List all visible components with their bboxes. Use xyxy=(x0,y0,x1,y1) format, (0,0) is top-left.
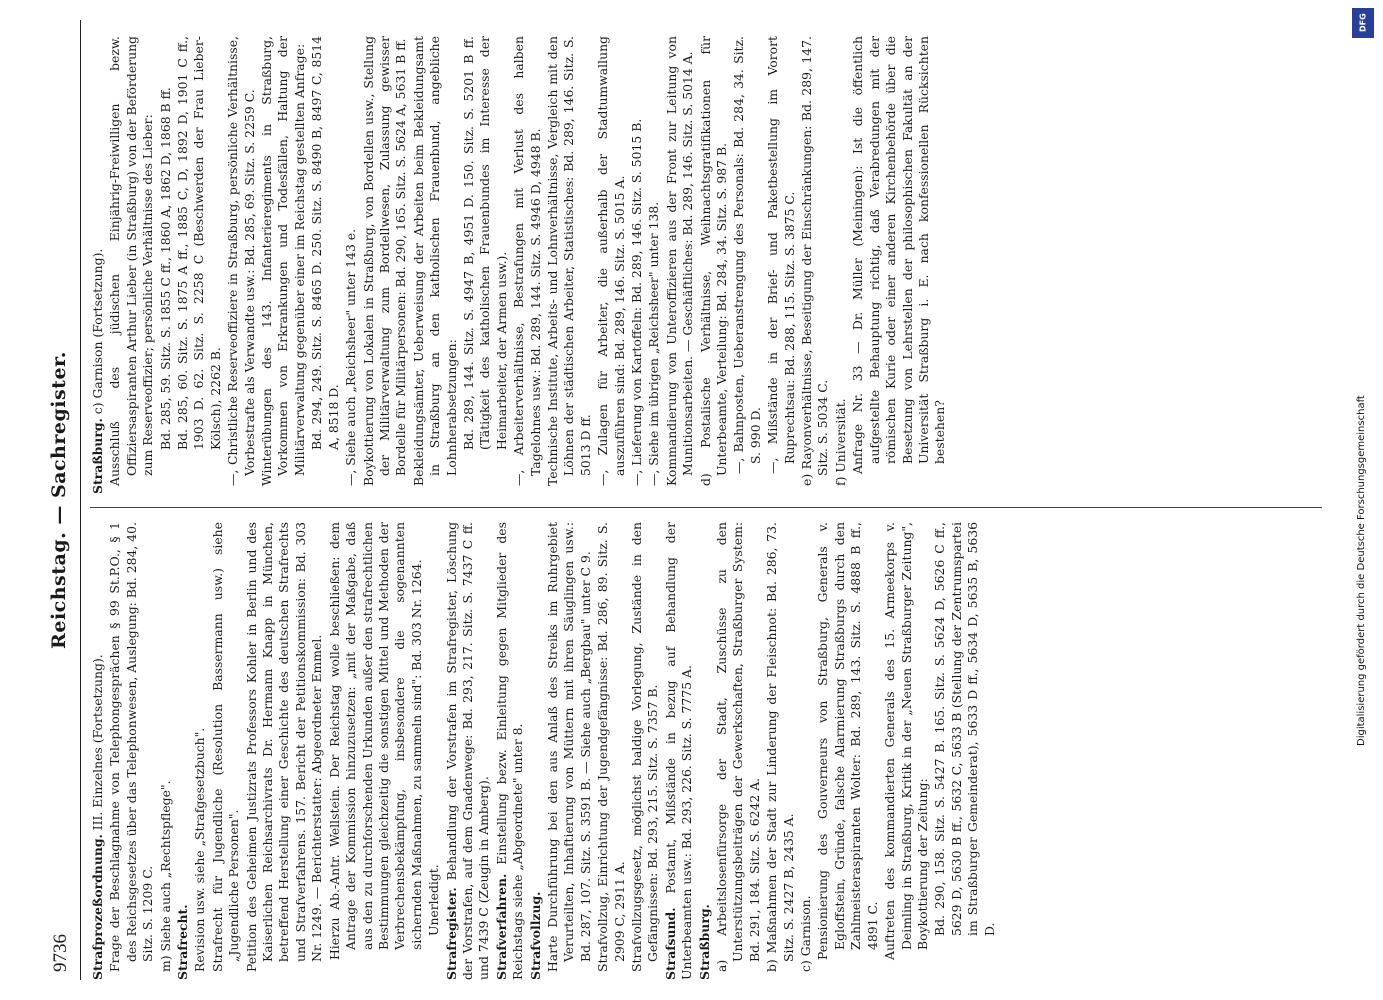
entry-text: Kommandierung von Unteroffizieren aus der Front zur Leitung von Munitionsarbeiten. — Geschäftliches: Bd. 289, 146. Sitz. S. 5014 A. xyxy=(663,36,696,486)
index-entry xyxy=(361,36,410,494)
index-entry xyxy=(175,522,191,980)
column-divider xyxy=(90,507,1322,508)
index-entry xyxy=(411,36,460,494)
index-entry xyxy=(629,522,662,980)
entry-text: Unerledigt. xyxy=(426,864,442,936)
entry-text: Strafvollzugsgesetz, möglichst baldige Vorlegung, Zustände in den Gefängnissen: Bd. 293, 215. Sitz. S. 7357 B. xyxy=(629,522,661,972)
entry-text: a) Arbeitslosenfürsorge der Stadt, Zuschüsse zu den Unterstützungsbeiträgen der Gewerkschaften, Straßburger System: Bd. 291, 184. Sitz. S. 6242 A. xyxy=(714,522,762,972)
entry-text: —, Christliche Reserveoffiziere in Straßburg, persönliche Verhältnisse, Vorbestrafte als Verwandte usw.: Bd. 285, 69. Sitz. S. 2259 C. xyxy=(225,36,257,486)
index-entry xyxy=(765,36,798,494)
entry-text: m) Siehe auch „Rechtspflege". xyxy=(157,780,173,972)
entry-text: Pensionierung des Gouverneurs von Straßburg, Generals v. Egloffstein, Gründe, falsche Alarmierung Straßburgs durch den Zahlmeisteraspiranten Wolter: Bd. 289, 143. Sitz. S. 4888 B ff., 4891 C. xyxy=(815,522,880,960)
entry-text: —, Mißstände in der Brief- und Paketbestellung im Vorort Ruprechtsau: Bd. 288, 115. Sitz. S. 3875 C. xyxy=(765,36,797,474)
index-entry xyxy=(192,522,208,980)
index-entry xyxy=(343,36,359,494)
index-entry xyxy=(714,522,763,980)
entry-text: c) Garnison (Fortsetzung). xyxy=(90,248,105,419)
index-entry xyxy=(815,522,881,980)
entry-keyword: Strafsund. xyxy=(662,907,678,980)
index-entry xyxy=(697,522,713,980)
index-entry xyxy=(259,36,308,494)
entry-text: d) Postalische Verhältnisse, Weihnachtsgratifikationen für Unterbeamte, Verteilung: Bd. 284, 34. Sitz. S. 987 B. xyxy=(697,36,730,486)
index-entry xyxy=(545,522,594,980)
index-entry xyxy=(225,36,258,494)
index-entry xyxy=(90,36,106,494)
index-entry xyxy=(932,522,998,980)
index-entry xyxy=(107,522,156,980)
entry-text: Frage der Beschlagnahme von Telephongesprächen § 99 St.P.O., § 1 des Reichsgesetzes über das Telephonwesen, Auslegung: Bd. 284, 40. Sitz. S. 1209 C. xyxy=(107,522,156,972)
entry-keyword: Strafrecht. xyxy=(175,904,191,980)
index-entry xyxy=(175,36,224,494)
index-entry xyxy=(798,522,814,980)
entry-text: —, Siehe im übrigen „Reichsheer" unter 138. xyxy=(646,201,662,486)
entry-text: c) Garnison. xyxy=(798,895,814,972)
entry-text: Anfrage Nr. 33 — Dr. Müller (Meiningen): Ist die öffentlich aufgestellte Behauptung richtig, daß Verabredungen mit der römischen Kurie oder einer anderen Kirchenbehörde über die Besetzung von Lehrstellen der philosophischen Fakultät an der Universität Straßburg i. E. nach konfessionellen Rücksichten bestehen? xyxy=(850,36,948,474)
index-entry xyxy=(158,522,174,980)
dfg-logo: DFG xyxy=(1352,8,1374,38)
entry-text: Bd. 294, 249. Sitz. S. 8465 D. 250. Sitz. S. 8490 B, 8497 C, 8514 A, 8518 D. xyxy=(309,36,341,450)
index-entry xyxy=(882,522,931,980)
entry-keyword: Straßburg. xyxy=(90,418,105,494)
entry-keyword: Straßburg. xyxy=(696,904,712,980)
index-entry xyxy=(629,36,645,494)
page-number: 9736 xyxy=(50,934,71,972)
index-entry xyxy=(210,522,243,980)
entry-text: Bd. 285, 59. Sitz. S. 1855 C ff., 1860 A, 1862 D, 1868 B ff. xyxy=(157,87,173,450)
page-header xyxy=(40,20,84,980)
entry-text: b) Maßnahmen der Stadt zur Linderung der Fleischnot: Bd. 286, 73. Sitz. S. 2427 B, 2435 A. xyxy=(764,522,796,972)
entry-text: —, Lieferung von Kartoffeln: Bd. 289, 146. Sitz. S. 5015 B. xyxy=(629,118,644,486)
entry-text: —, Bahnposten, Ueberanstrengung des Personals: Bd. 284, 34. Sitz. S. 990 D. xyxy=(731,36,763,474)
index-entry xyxy=(107,36,156,494)
index-entry xyxy=(244,522,326,980)
entry-text: Boykottierung von Lokalen in Straßburg, von Bordellen usw., Stellung der Militärverwaltung zum Bordellwesen, Zulassung gewisser Bordelle für Militärpersonen: Bd. 290, 165. Sitz. S. 5624 A, 5631 B ff. xyxy=(360,36,409,486)
entry-text: Postamt, Mißstände in bezug auf Behandlung der Unterbeamten usw.: Bd. 293, 226. Sitz. S. 7775 A. xyxy=(662,522,695,980)
index-entry xyxy=(646,36,662,494)
index-entry xyxy=(511,36,544,494)
index-entry xyxy=(545,36,594,494)
entry-text: Einstellung bezw. Einleitung gegen Mitglieder des Reichstags siehe „Abgeordnete" unter 8. xyxy=(493,522,526,980)
index-entry xyxy=(444,522,493,980)
left-column xyxy=(90,522,999,980)
entry-text: Harte Durchführung bei den aus Anlaß des Streiks im Ruhrgebiet Verurteilten, Inhaftierung von Müttern mit ihren Säuglingen usw.: Bd. 287, 107. Sitz. S. 3591 B. — Siehe auch „Bergbau" unter C 9. xyxy=(544,522,593,972)
entry-text: —, Siehe auch „Reichsheer" unter 143 e. xyxy=(343,228,359,486)
entry-text: Hierzu Ab.-Antr. Wellstein. Der Reichstag wolle beschließen: dem Antrage der Kommission hinzuzusetzen: „mit der Maßgabe, daß aus den zu durchforschenden Urkunden außer den strafrechtlichen Bestimmungen gleichzeitig die sonstigen Mittel und Methoden der Verbrechensbekämpfung, insbesondere die sogenannten sichernden Maßnahmen, zu sammeln sind": Bd. 303 Nr. 1264. xyxy=(326,522,424,960)
entry-text: Bd. 285, 60. Sitz. S. 1875 A ff., 1885 C, D, 1892 D, 1901 C ff., 1903 D. 62. Sitz. S. 2258 C (Beschwerden der Frau Lieber-Kölsch), 2262 B. xyxy=(175,36,223,450)
entry-text: e) Rayonverhältnisse, Beseitigung der Einschränkungen: Bd. 289, 147. Sitz. S. 5034 C. xyxy=(799,36,831,486)
index-entry xyxy=(595,36,628,494)
index-entry xyxy=(664,36,697,494)
index-entry xyxy=(158,36,174,494)
index-entry xyxy=(698,36,731,494)
entry-text: —, Zulagen für Arbeiter, die außerhalb der Stadtumwallung auszuführen sind: Bd. 289, 146. Sitz. S. 5015 A. xyxy=(595,36,627,486)
entry-text: Ausschluß des jüdischen Einjährig-Freiwilligen bezw. Offiziersaspiranten Arthur Lieber (in Straßburg) von der Beförderung zum Reserveoffizier; persönliche Verhältnisse des Lieber: xyxy=(107,36,156,486)
entry-text: Bekleidungsämter, Ueberweisung der Arbeiten beim Bekleidungsamt in Straßburg an den katholischen Frauenbund, angebliche Lohnherabsetzungen: xyxy=(410,36,459,486)
entry-keyword: Strafvollzug. xyxy=(527,891,543,980)
entry-keyword: Strafverfahren. xyxy=(493,873,509,980)
entry-keyword: Strafprozeßordnung. xyxy=(90,834,105,980)
index-entry xyxy=(731,36,764,494)
index-entry xyxy=(494,522,527,980)
index-entry xyxy=(764,522,797,980)
index-entry xyxy=(90,522,106,980)
index-entry xyxy=(799,36,832,494)
index-entry xyxy=(327,522,425,980)
index-entry xyxy=(528,522,544,980)
index-entry xyxy=(595,522,628,980)
index-entry xyxy=(426,522,442,980)
digitization-credit: Digitalisierung gefördert durch die Deutsche Forschungsgemeinschaft xyxy=(1356,395,1367,746)
rotated-page xyxy=(40,20,1330,980)
entry-text: Auftreten des kommandierten Generals des 15. Armeekorps v. Deimling in Straßburg, Kritik in der „Neuen Straßburger Zeitung", Boykottierung der Zeitung: xyxy=(882,522,930,960)
entry-text: Technische Institute, Arbeits- und Lohnverhältnisse, Vergleich mit den Löhnen der städtischen Arbeiter, Statistisches: Bd. 289, 146. Sitz. S. 5013 D ff. xyxy=(544,36,593,486)
index-entry xyxy=(833,36,849,494)
index-entry xyxy=(309,36,342,494)
index-entry xyxy=(663,522,696,980)
entry-text: Strafvollzug, Einrichtung der Jugendgefängnisse: Bd. 286, 89. Sitz. S. 2909 C, 2911 A. xyxy=(595,522,627,972)
entry-text: Behandlung der Vorstrafen im Strafregister, Löschung der Vorstrafen, auf dem Gnadenwege: Bd. 293, 217. Sitz. S. 7437 C ff. und 7439 C (Zeugin in Amberg). xyxy=(443,522,492,980)
entry-keyword: Strafregister. xyxy=(443,887,459,980)
entry-text: Bd. 289, 144. Sitz. S. 4947 B, 4951 D. 150. Sitz. S. 5201 B ff. (Tätigkeit des katholischen Frauenbundes im Interesse der Heimarbeiter, der Armen usw.). xyxy=(460,36,509,450)
right-column xyxy=(90,36,950,494)
index-entry xyxy=(850,36,948,494)
entry-text: Strafrecht für Jugendliche (Resolution Bassermann usw.) siehe „Jugendliche Personen". xyxy=(209,522,242,972)
entry-text: —, Arbeiterverhältnisse, Bestrafungen mit Verlust des halben Tagelohnes usw.: Bd. 289, 144. Sitz. S. 4946 D, 4948 B. xyxy=(511,36,543,486)
entry-text: III. Einzelnes (Fortsetzung). xyxy=(90,654,105,835)
page-title: Reichstag. — Sachregister. xyxy=(48,351,70,649)
index-entry xyxy=(461,36,510,494)
entry-text: Petition des Geheimen Justizrats Professors Kohler in Berlin und des Kaiserlichen Reichsarchivrats Dr. Hermann Knapp in München, betreffend Herstellung einer Geschichte des deutschen Strafrechts und Strafverfahrens. 157. Bericht der Petitionskommission: Bd. 303 Nr. 1249. — Berichterstatter: Abgeordneter Emmel. xyxy=(243,522,325,972)
entry-text: Bd. 290, 158. Sitz. S. 5427 B. 165. Sitz. S. 5624 D, 5626 C ff., 5629 D, 5630 B ff., 5632 C, 5633 B (Stellung der Zentrumspartei im Straßburger Gemeinderat), 5633 D ff., 5634 D, 5635 B, 5636 D. xyxy=(932,522,997,936)
entry-text: Winterübungen des 143. Infanterieregiments in Straßburg, Vorkommen von Erkrankungen und Todesfällen, Haltung der Militärverwaltung gegenüber einer im Reichstag gestellten Anfrage: xyxy=(259,36,307,486)
entry-text: Revision usw. siehe „Strafgesetzbuch". xyxy=(192,727,208,972)
header-rule xyxy=(80,20,81,980)
entry-text: f) Universität. xyxy=(832,398,848,486)
